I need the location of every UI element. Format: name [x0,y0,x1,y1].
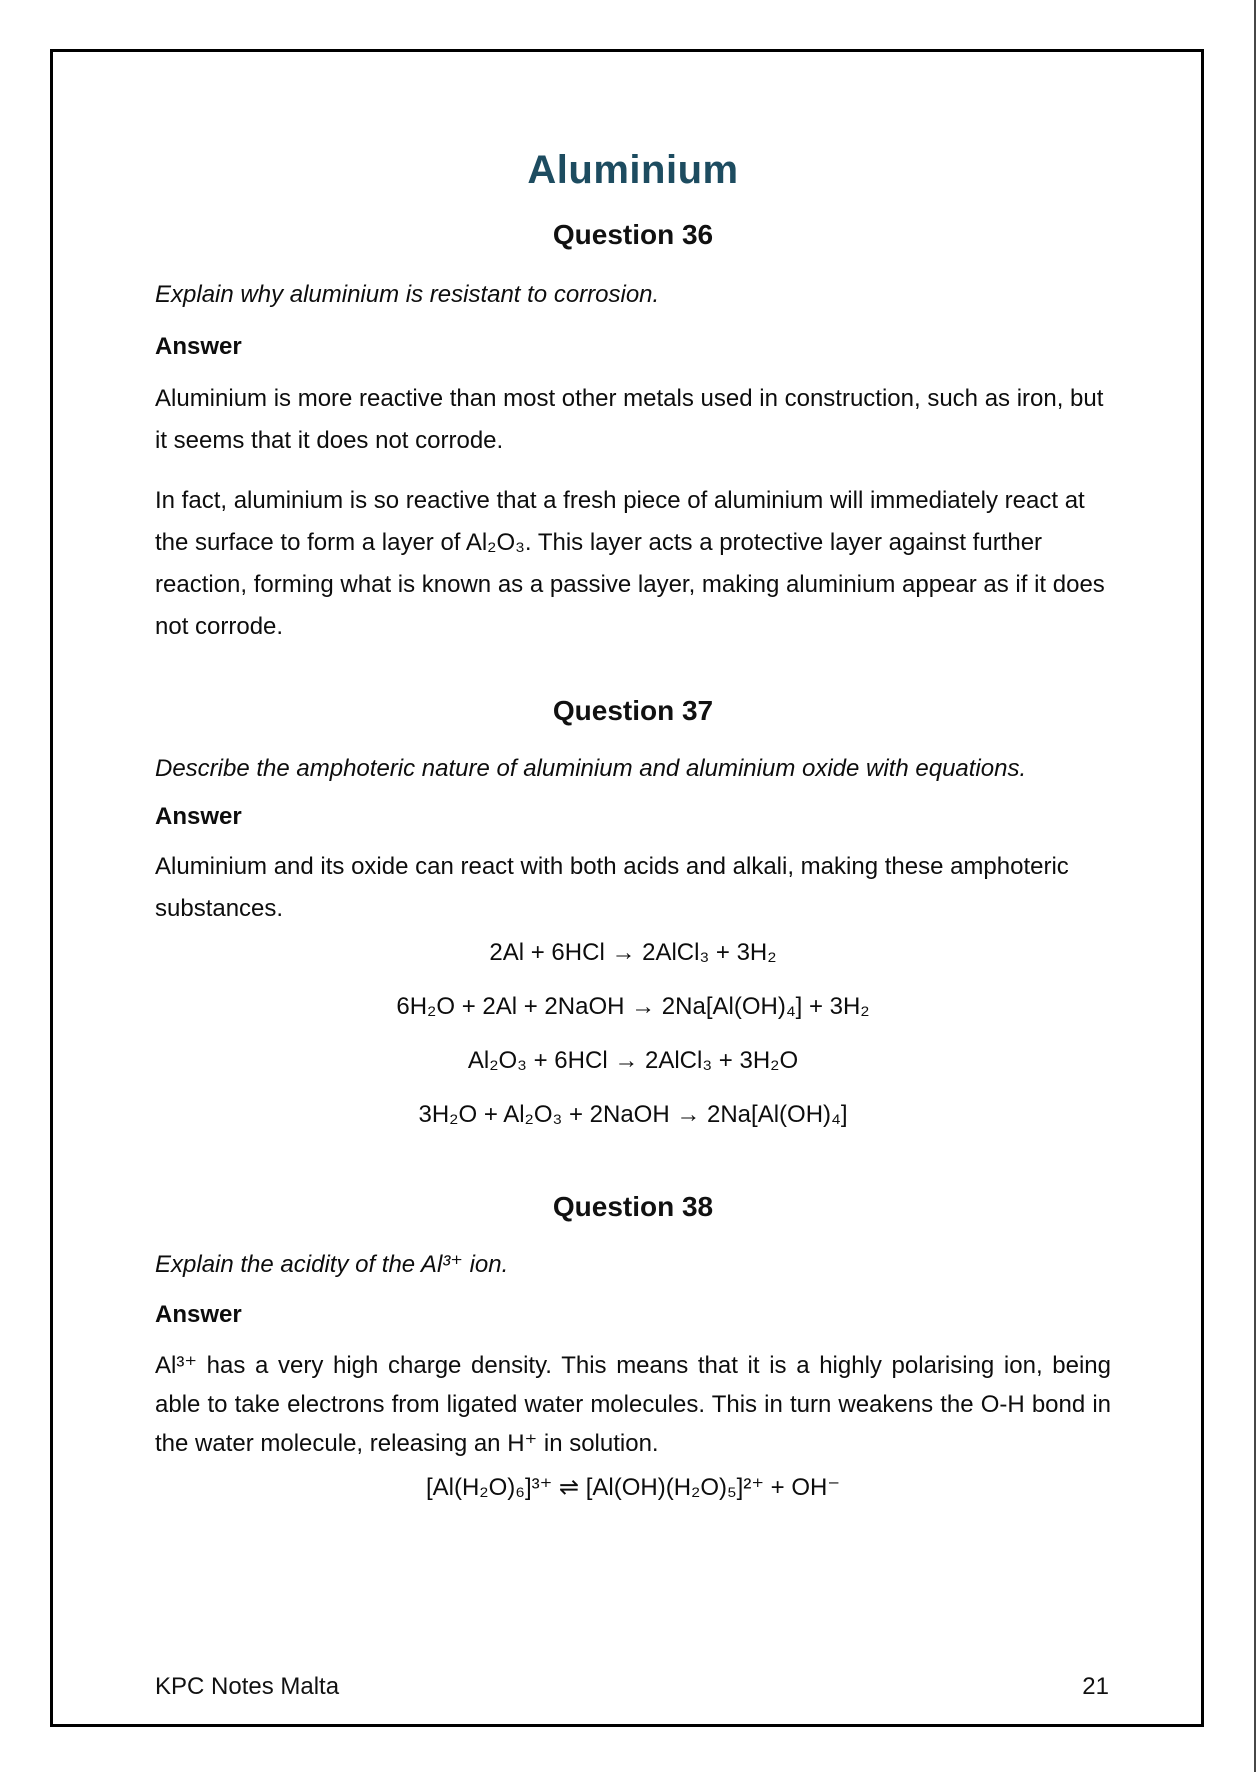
chemical-equation: Al₂O₃ + 6HCl → 2AlCl₃ + 3H₂O [467,1047,799,1074]
question-37-heading: Question 37 [552,695,714,726]
chemical-equation: 6H₂O + 2Al + 2NaOH → 2Na[Al(OH)₄] + 3H₂ [396,993,870,1020]
section-question-37 [155,694,1111,1130]
answer-paragraph: Aluminium and its oxide can react with both acids and alkali, making these amphoteric substances. [155,853,1069,922]
chemical-equation: [Al(H₂O)₆]³⁺ ⇌ [Al(OH)(H₂O)₅]²⁺ + OH⁻ [425,1474,841,1501]
chemical-equation: 2Al + 6HCl → 2AlCl₃ + 3H₂ [489,939,777,966]
answer-paragraph: Al³⁺ has a very high charge density. This means that it is a highly polarising ion, being able to take electrons from ligated water molecules. This in turn weakens the O-H bond in the water molecule, releasing an H⁺ in solution. [155,1352,1111,1457]
page-content [53,146,1201,1503]
footer-brand-text: KPC Notes Malta [155,1673,340,1700]
page-number: 21 [1082,1673,1109,1700]
answer-label-36: Answer [155,333,242,360]
answer-paragraph: In fact, aluminium is so reactive that a fresh piece of aluminium will immediately react at the surface to form a layer of Al₂O₃. This layer acts a protective layer against further reaction, forming what is known as a passive layer, making aluminium appear as if it does not corrode. [155,487,1105,640]
answer-paragraph: Aluminium is more reactive than most other metals used in construction, such as iron, but it seems that it does not corrode. [155,385,1104,454]
document-title: Aluminium [527,148,739,192]
answer-label-38: Answer [155,1301,242,1328]
question-38-text: Explain the acidity of the Al³⁺ ion. [155,1251,509,1278]
question-37-text: Describe the amphoteric nature of aluminium and aluminium oxide with equations. [155,755,1027,782]
page-border [50,49,1204,1727]
question-36-text: Explain why aluminium is resistant to corrosion. [155,281,660,308]
section-question-36 [155,218,1111,648]
question-38-heading: Question 38 [552,1191,714,1222]
section-question-38 [155,1190,1111,1503]
chemical-equation: 3H₂O + Al₂O₃ + 2NaOH → 2Na[Al(OH)₄] [418,1101,848,1128]
equation-list [155,938,1111,1130]
question-36-heading: Question 36 [552,219,714,250]
answer-label-37: Answer [155,803,242,830]
page-footer [155,1672,1109,1702]
